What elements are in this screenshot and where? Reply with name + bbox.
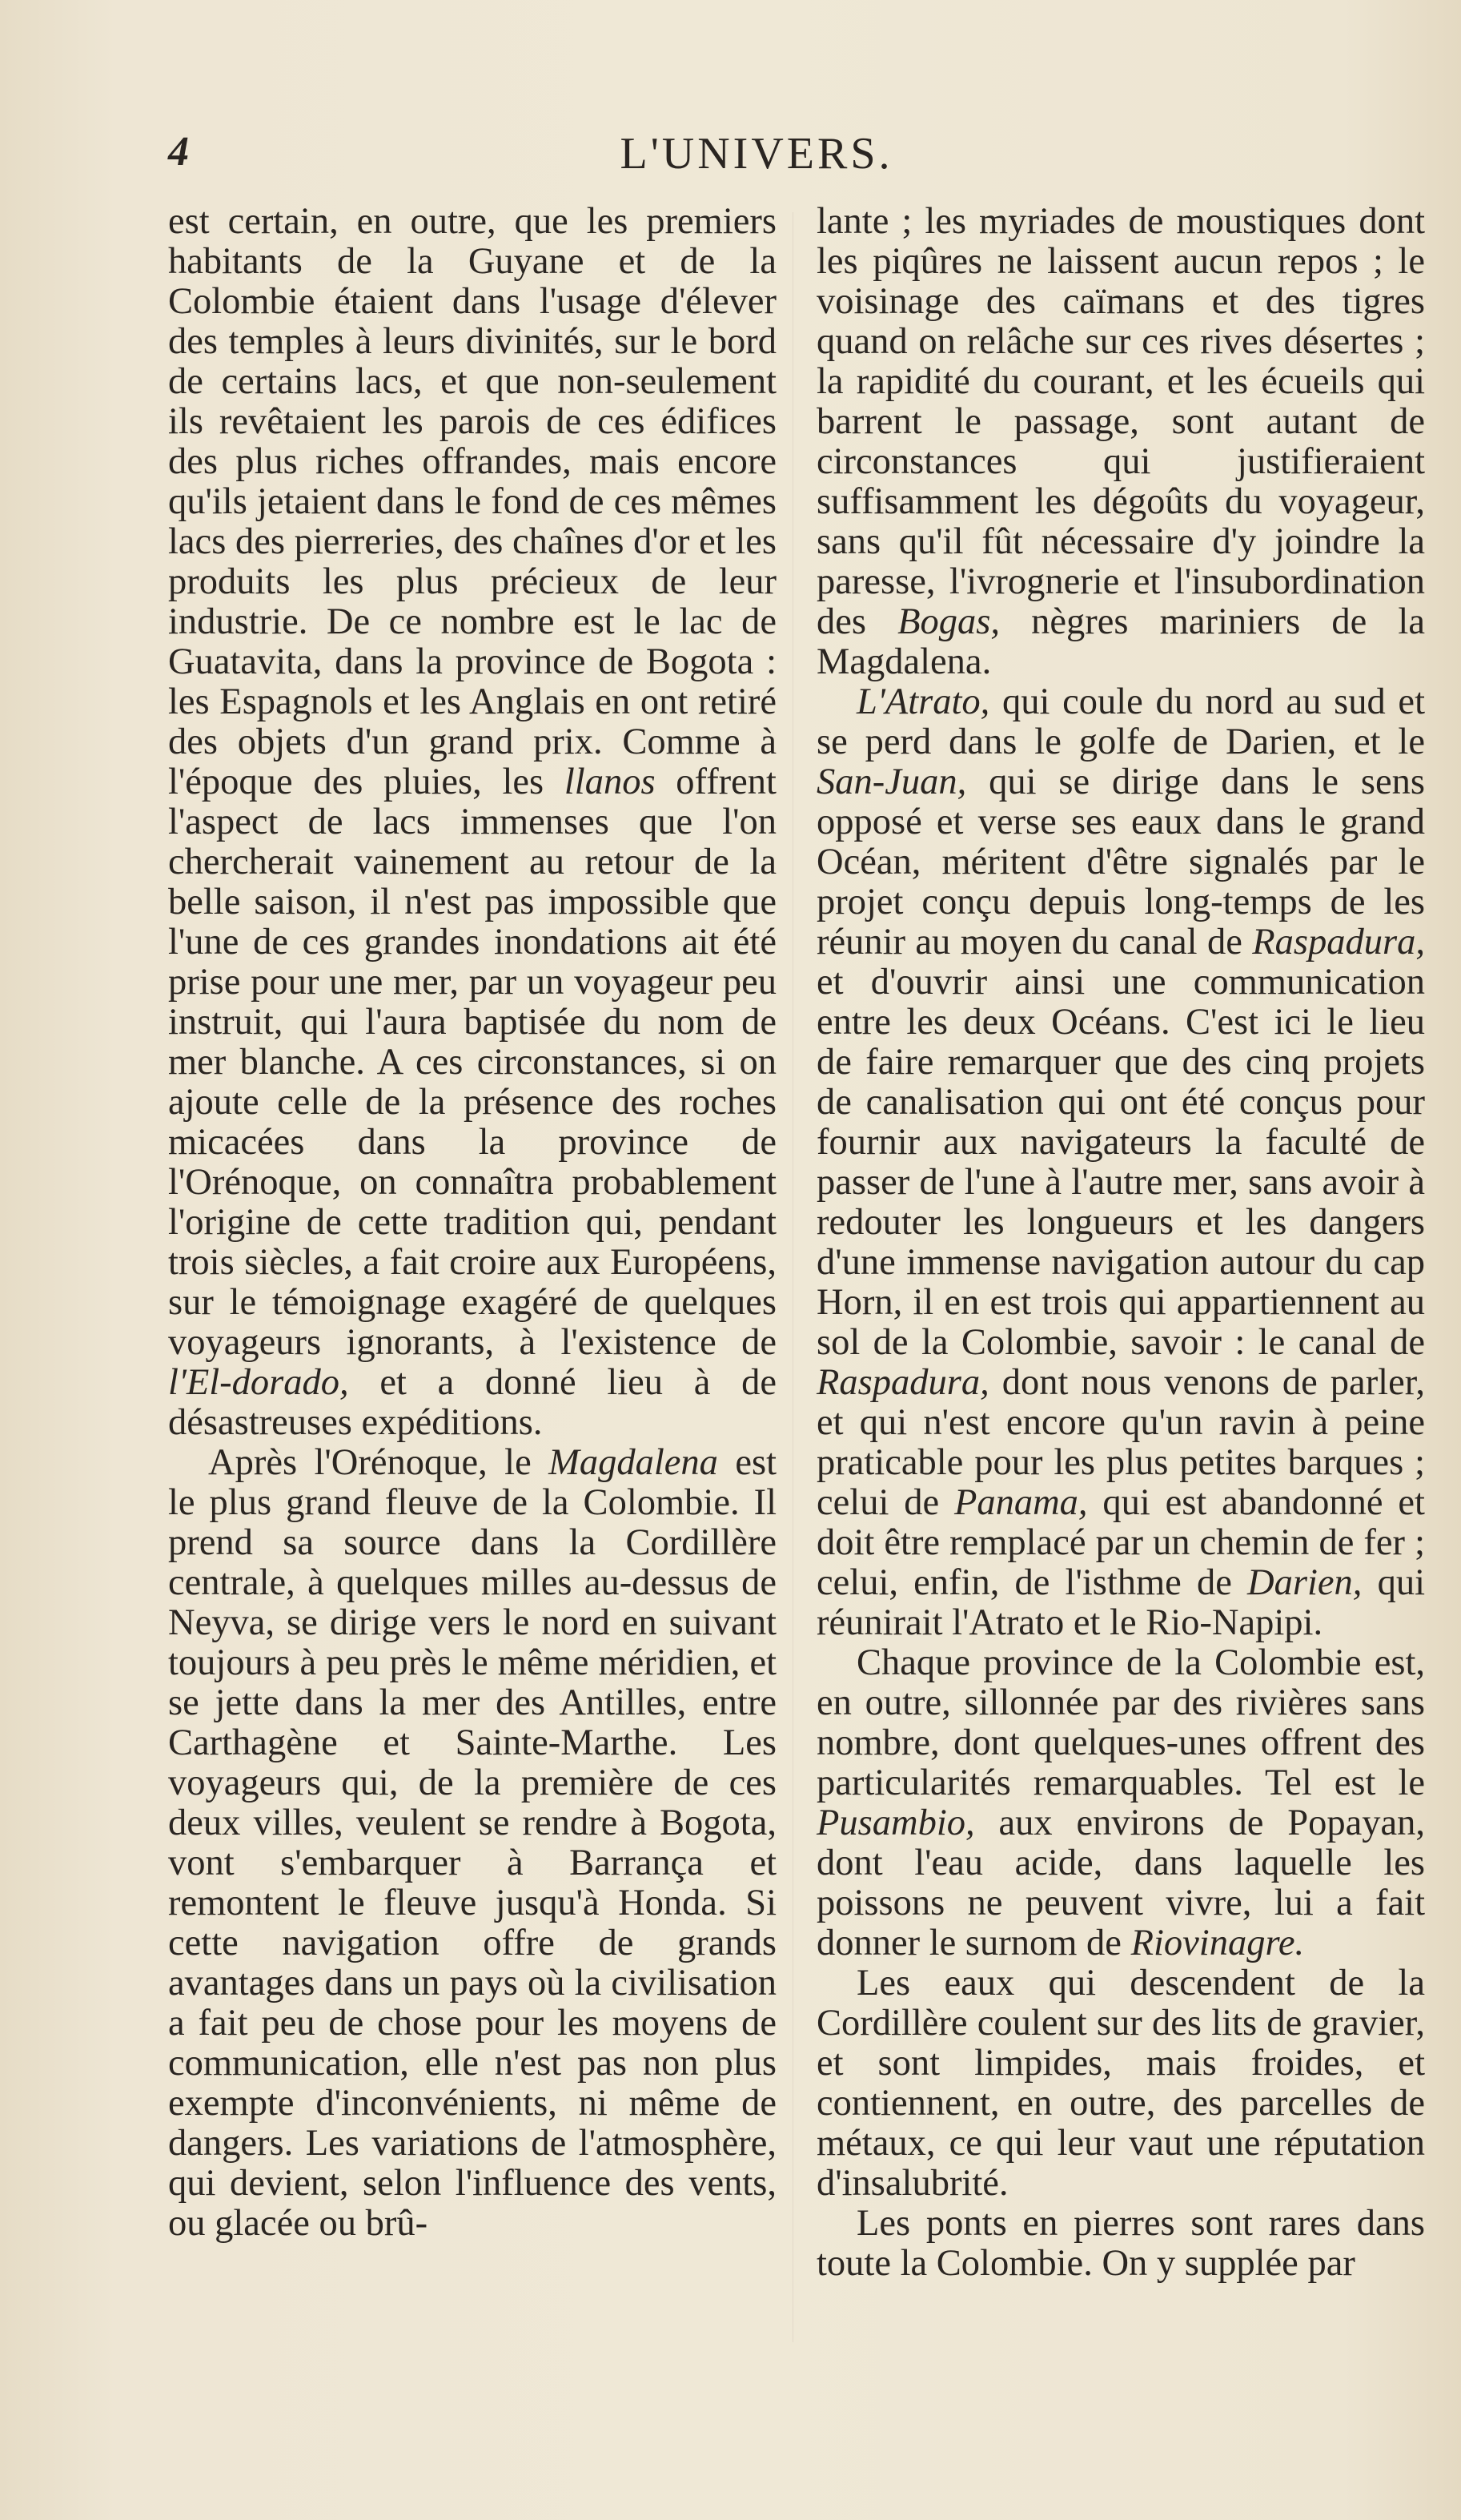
italic-term-raspadura-2: Raspadura, — [817, 1362, 989, 1403]
paragraph-magdalena: Après l'Orénoque, le Magdalena est le plus grand fleuve de la Colombie. Il prend sa source dans la Cordillère centrale, à quelques milles au-dessus de Neyva, se dirige vers le nord en suivant toujours à peu près le même méridien, et se jette dans la mer des Antilles, entre Carthagène et Sainte-Marthe. Les voyageurs qui, de la première de ces deux villes, veulent se rendre à Bogota, vont s'embarquer à Barrança et remontent le fleuve jusqu'à Honda. Si cette navigation offre de grands avantages dans un pays où la civilisation a fait peu de chose pour les moyens de communication, elle n'est pas non plus exempte d'inconvénients, ni même de dangers. Les variations de l'atmosphère, qui devient, selon l'influence des vents, ou glacée ou brû- — [168, 1442, 777, 2244]
paragraph-rivers: Chaque province de la Colombie est, en outre, sillonnée par des rivières sans nombre, dont quelques-unes offrent des particularités remarquables. Tel est le Pusambio, aux environs de Popayan, dont l'eau acide, dans laquelle les poissons ne peuvent vivre, lui a fait donner le surnom de Riovinagre. — [817, 1642, 1425, 1963]
italic-term-raspadura: Raspadura, — [1252, 922, 1425, 963]
italic-term-llanos: llanos — [564, 762, 656, 802]
paragraph-cordillera-waters: Les eaux qui descendent de la Cordillère coulent sur des lits de gravier, et sont limpides, mais froides, et contiennent, en outre, des parcelles de métaux, ce qui leur vaut une réputation d'insalubrité. — [817, 1963, 1425, 2204]
paragraph-eldorado: est certain, en outre, que les premiers habitants de la Guyane et de la Colombie étaient dans l'usage d'élever des temples à leurs divinités, sur le bord de certains lacs, et que non-seulement ils revêtaient les parois de ces édifices des plus riches offrandes, mais encore qu'ils jetaient dans le fond de ces mêmes lacs des pierreries, des chaînes d'or et les produits les plus précieux de leur industrie. De ce nombre est le lac de Guatavita, dans la province de Bogota : les Espagnols et les Anglais en ont retiré des objets d'un grand prix. Comme à l'époque des pluies, les llanos offrent l'aspect de lacs immenses que l'on chercherait vainement au retour de la belle saison, il n'est pas impossible que l'une de ces grandes inondations ait été prise pour une mer, par un voyageur peu instruit, qui l'aura baptisée du nom de mer blanche. A ces circonstances, si on ajoute celle de la présence des roches micacées dans la province de l'Orénoque, on connaîtra probablement l'origine de cette tradition qui, pendant trois siècles, a fait croire aux Européens, sur le témoignage exagéré de quelques voyageurs ignorants, à l'existence de l'El-dorado, et a donné lieu à de désastreuses expéditions. — [168, 201, 777, 1443]
italic-term-darien: Darien, — [1247, 1562, 1363, 1603]
right-column — [817, 202, 1425, 2284]
italic-term-eldorado: l'El-dorado, — [168, 1362, 349, 1403]
italic-term-pusambio: Pusambio, — [817, 1803, 975, 1843]
page-number: 4 — [168, 129, 189, 175]
italic-term-atrato: L'Atrato, — [857, 681, 990, 722]
italic-term-magdalena: Magdalena — [548, 1442, 718, 1483]
italic-term-san-juan: San-Juan, — [817, 762, 967, 802]
paragraph-atrato: L'Atrato, qui coule du nord au sud et se perd dans le golfe de Darien, et le San-Juan, qui se dirige dans le sens opposé et verse ses eaux dans le grand Océan, méritent d'être signalés par le projet conçu depuis long-temps de les réunir au moyen du canal de Raspadura, et d'ouvrir ainsi une communication entre les deux Océans. C'est ici le lieu de faire remarquer que des cinq projets de canalisation qui ont été conçus pour fournir aux navigateurs la faculté de passer de l'une à l'autre mer, sans avoir à redouter les longueurs et les dangers d'une immense navigation autour du cap Horn, il en est trois qui appartiennent au sol de la Colombie, savoir : le canal de Raspadura, dont nous venons de parler, et qui n'est encore qu'un ravin à peine praticable pour les plus petites barques ; celui de Panama, qui est abandonné et doit être remplacé par un chemin de fer ; celui, enfin, de l'isthme de Darien, qui réunirait l'Atrato et le Rio-Napipi. — [817, 681, 1426, 1643]
page-header — [168, 128, 1345, 184]
left-column — [168, 202, 777, 2244]
italic-term-panama: Panama, — [953, 1482, 1088, 1523]
italic-term-bogas: Bogas, — [897, 601, 1001, 642]
paragraph-bridges: Les ponts en pierres sont rares dans toute la Colombie. On y supplée par — [817, 2203, 1425, 2284]
running-title: L'UNIVERS. — [620, 129, 893, 179]
paragraph-navigation: lante ; les myriades de moustiques dont les piqûres ne laissent aucun repos ; le voisinage des caïmans et des tigres quand on relâche sur ces rives désertes ; la rapidité du courant, et les écueils qui barrent le passage, sont autant de circonstances qui justifieraient suffisamment les dégoûts du voyageur, sans qu'il fût nécessaire d'y joindre la paresse, l'ivrognerie et l'insubordination des Bogas, nègres mariniers de la Magdalena. — [817, 201, 1425, 682]
italic-term-riovinagre: Riovinagre. — [1130, 1923, 1305, 1963]
